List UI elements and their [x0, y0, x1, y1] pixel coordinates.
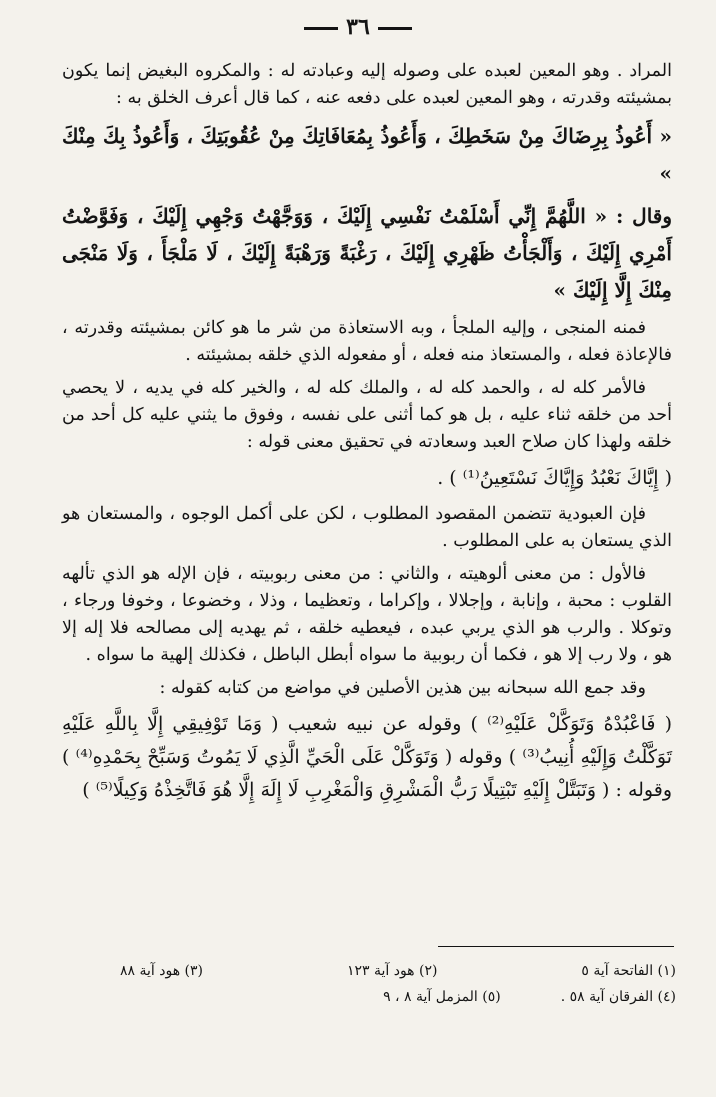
left-dash — [304, 27, 338, 30]
footnote-5: (٥) المزمل آية ٨ ، ٩ — [383, 989, 501, 1005]
paragraph-praise: فالأمر كله له ، والحمد كله له ، والملك كله له ، والخير كله في يديه ، لا يحصي أحد من خلقه ثناء عليه ، بل هو كما أثنى على نفسه ، وفوق ما يثني عليه كل أحد من خلقه ولهذا كان صلاح العبد وسعادته في تحقيق معنى قوله : — [62, 378, 672, 452]
page-header — [0, 14, 716, 40]
paragraph-two-principles: وقد جمع الله سبحانه بين هذين الأصلين في مواضع من كتابه كقوله : — [159, 678, 646, 698]
page-number: ٣٦ — [346, 14, 370, 40]
paragraph-worship: فإن العبودية تتضمن المقصود المطلوب ، لكن على أكمل الوجوه ، والمستعان هو الذي يستعان به على المطلوب . — [62, 504, 672, 551]
footnote-3: (٣) هود آية ٨٨ — [120, 963, 204, 979]
footnote-4: (٤) الفرقان آية ٥٨ . — [560, 989, 676, 1005]
quran-verse-fatiha: ( إِيَّاكَ نَعْبُدُ وَإِيَّاكَ نَسْتَعِينُ⁽¹⁾ ) . — [437, 467, 672, 489]
paragraph-intro: المراد . وهو المعين لعبده على وصوله إليه وعبادته له : والمكروه البغيض إنما يكون بمشيئته وقدرته ، وهو المعين لعبده على دفعه عنه ، كما قال أعرف الخلق به : — [62, 61, 672, 108]
footnote-divider — [438, 946, 674, 947]
footnote-row — [120, 958, 676, 984]
footnote-2: (٢) هود آية ١٢٣ — [346, 963, 438, 979]
footnote-row — [120, 984, 676, 1010]
paragraph-lordship: فالأول : من معنى ألوهيته ، والثاني : من معنى ربوبيته ، فإن الإله هو الذي تألهه القلوب : محبة ، وإنابة ، وإجلالا ، وإكراما ، وتعظيما ، وذلا ، وخضوعا ، وخوفا ورجاء ، وتوكلا . والرب هو الذي يربي عبده ، فيعطيه خلقه ، ثم يهديه إلى مصالحه فلا إله إلا هو ، ولا رب إلا هو ، فكما أن ربوبية ما سواه أبطل الباطل ، فكذلك إلهية ما سواه . — [62, 564, 672, 665]
hadith-seeking-refuge: « أَعُوذُ بِرِضَاكَ مِنْ سَخَطِكَ ، وَأَعُوذُ بِمُعَافَاتِكَ مِنْ عُقُوبَتِكَ ، وَأَعُوذُ بِكَ مِنْكَ » — [62, 124, 672, 185]
hadith-supplication: وقال : « اللَّهُمَّ إِنِّي أَسْلَمْتُ نَفْسِي إِلَيْكَ ، وَوَجَّهْتُ وَجْهِي إِلَيْكَ ، وَفَوَّضْتُ أَمْرِي إِلَيْكَ ، وَأَلْجَأْتُ ظَهْرِي إِلَيْكَ ، رَغْبَةً وَرَهْبَةً إِلَيْكَ ، لَا مَلْجَأَ ، وَلَا مَنْجَى مِنْكَ إِلَّا إِلَيْكَ » — [62, 204, 672, 302]
right-dash — [378, 27, 412, 30]
quran-verses-group: ( فَاعْبُدْهُ وَتَوَكَّلْ عَلَيْهِ⁽²⁾ ) وقوله عن نبيه شعيب ( وَمَا تَوْفِيقِي إِلَّا بِاللَّهِ عَلَيْهِ تَوَكَّلْتُ وَإِلَيْهِ أُنِيبُ⁽³⁾ ) وقوله ( وَتَوَكَّلْ عَلَى الْحَيِّ الَّذِي لَا يَمُوتُ وَسَبِّحْ بِحَمْدِهِ⁽⁴⁾ ) وقوله : ( وَتَبَتَّلْ إِلَيْهِ تَبْتِيلًا رَبُّ الْمَشْرِقِ وَالْمَغْرِبِ لَا إِلَهَ إِلَّا هُوَ فَاتَّخِذْهُ وَكِيلًا⁽⁵⁾ ) — [62, 713, 673, 801]
footnotes — [120, 958, 676, 1010]
footnote-1: (١) الفاتحة آية ٥ — [581, 963, 676, 979]
main-text — [62, 58, 672, 813]
paragraph-refuge: فمنه المنجى ، وإليه الملجأ ، وبه الاستعاذة من شر ما هو كائن بمشيئته وقدرته ، فالإعاذة فعله ، والمستعاذ منه فعله ، أو مفعوله الذي خلقه بمشيئته . — [62, 318, 672, 365]
